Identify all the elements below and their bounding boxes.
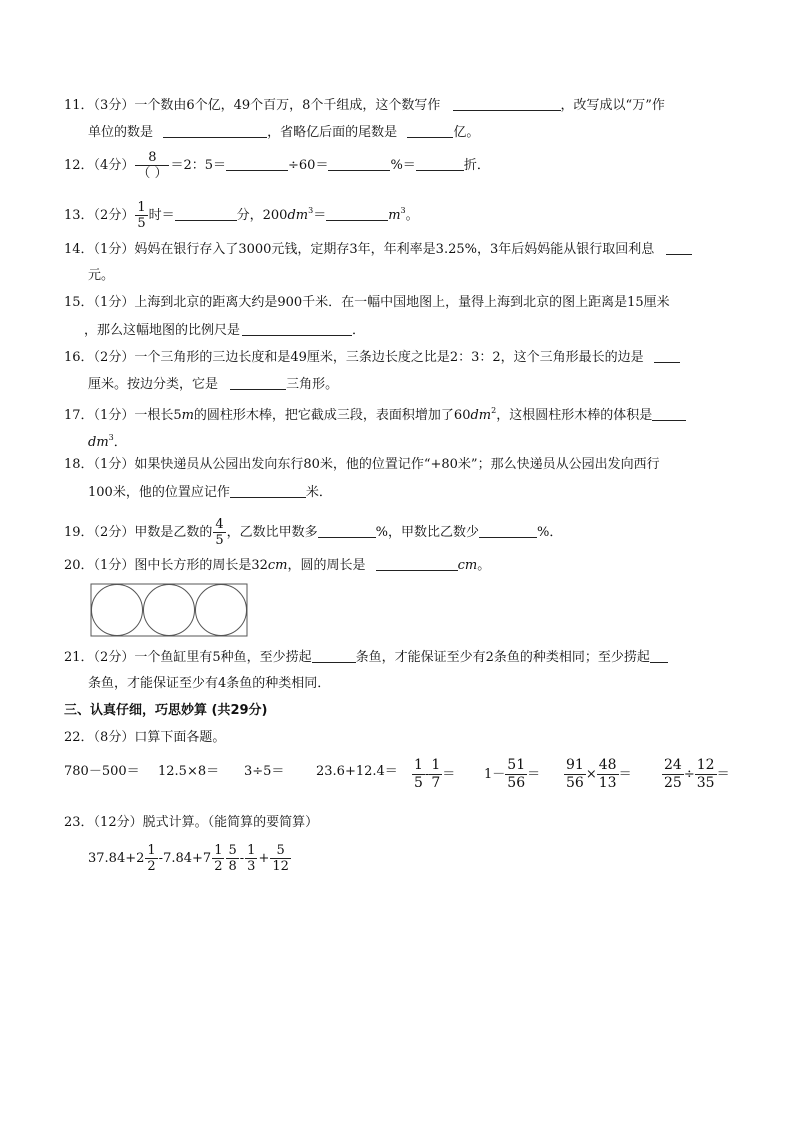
q13-line: 13．（2分） $\frac{1}{5}$ 时＝ 分，$200dm^3= m^3$。 <box>64 200 419 231</box>
q15-line2: ，那么这幅地图的比例尺是 ． <box>84 323 366 338</box>
circle-2 <box>144 585 195 636</box>
q22-title: 22．（8分）口算下面各题。 <box>64 730 226 745</box>
q18-line2: 100米，他的位置应记作 米． <box>88 485 332 500</box>
q15-blank[interactable] <box>242 321 352 336</box>
q12-line: 12．（4分） $\frac{8}{( )}$ ＝2：5＝ ÷60＝ %＝ 折． <box>64 150 490 181</box>
q12-blank-1[interactable] <box>226 156 288 171</box>
q12-fraction: $\frac{8}{( )}$ <box>137 150 168 181</box>
q14-blank[interactable] <box>666 240 692 255</box>
q18-blank[interactable] <box>230 483 306 498</box>
q21-blank-1[interactable] <box>312 648 356 663</box>
q16-blank-2[interactable] <box>230 375 286 390</box>
q22-item-4: 23.6+12.4＝ <box>316 764 398 779</box>
q22-item-2: 12.5×8＝ <box>158 764 220 779</box>
rectangle-three-circles-figure <box>90 583 248 637</box>
q22-item-3: 3÷5＝ <box>244 764 285 779</box>
q19-fraction: $\frac{4}{5}$ <box>215 517 224 548</box>
q13-blank-1[interactable] <box>175 206 237 221</box>
q13-fraction: $\frac{1}{5}$ <box>137 200 146 231</box>
q22-item-6: 1－ $\frac{51}{56}$ ＝ <box>484 757 541 791</box>
q11-line2: 单位的数是 ，省略亿后面的尾数是 亿。 <box>88 125 480 140</box>
q22-item-5: $\frac{1}{5}$ - $\frac{1}{7}$ ＝ <box>414 757 456 791</box>
q16-blank-1[interactable] <box>654 348 680 363</box>
q11-blank-3[interactable] <box>407 123 453 138</box>
q21-line1: 21．（2分）一个鱼缸里有5种鱼，至少捞起 条鱼，才能保证至少有2条鱼的种类相同；至少捞起 <box>64 648 668 667</box>
q21-line2: 条鱼，才能保证至少有4条鱼的种类相同． <box>88 676 331 691</box>
circle-3 <box>196 585 247 636</box>
q14-line1: 14．（1分）妈妈在银行存入了3000元钱，定期存3年，年利率是3.25%，3年后妈妈能从银行取回利息 <box>64 240 692 259</box>
q22-item-8: $\frac{24}{25}$ ÷ $\frac{12}{35}$ ＝ <box>664 757 730 791</box>
q11-blank-2[interactable] <box>163 123 267 138</box>
q23-title: 23．（12分）脱式计算。（能简算的要简算） <box>64 815 319 830</box>
q20-line: 20．（1分）图中长方形的周长是32cm，圆的周长是 cm。 <box>64 558 491 573</box>
q17-line1: 17．（1分）一根长5m的圆柱形木棒，把它截成三段，表面积增加了$60dm^2$，这根圆柱形木棒的体积是 <box>64 402 686 425</box>
q18-line1: 18．（1分）如果快递员从公园出发向东行80米，他的位置记作“+80米”；那么快递员从公园出发向西行 <box>64 457 660 472</box>
q17-line2: $dm^3$． <box>88 433 127 450</box>
q13-blank-2[interactable] <box>326 206 388 221</box>
circle-1 <box>92 585 143 636</box>
q19-blank-1[interactable] <box>318 523 376 538</box>
q21-blank-2[interactable] <box>650 648 668 663</box>
q20-blank[interactable] <box>376 556 458 571</box>
q15-line1: 15．（1分）上海到北京的距离大约是900千米．在一幅中国地图上，量得上海到北京的图上距离是15厘米 <box>64 295 670 310</box>
q22-item-1: 780－500＝ <box>64 764 140 779</box>
q14-line2: 元。 <box>88 268 115 283</box>
q11-blank-1[interactable] <box>453 96 561 111</box>
q12-blank-3[interactable] <box>416 156 464 171</box>
q17-blank[interactable] <box>652 406 686 421</box>
q16-line1: 16．（2分）一个三角形的三边长度和是49厘米，三条边长度之比是2：3：2，这个三角形最长的边是 <box>64 348 680 367</box>
q11-line1: 11．（3分）一个数由6个亿，49个百万，8个千组成，这个数写作 ，改写成以“万”作 <box>64 98 665 113</box>
q19-line: 19．（2分）甲数是乙数的 $\frac{4}{5}$ ，乙数比甲数多 %，甲数比乙数少 %． <box>64 517 563 548</box>
q23-expression: 37.84+2 $\frac{1}{2}$ -7.84+7 $\frac{1}{2}$ $\frac{5}{8}$ - $\frac{1}{3}$ + $\frac{5}{12}$ <box>88 843 289 874</box>
q16-line2: 厘米。按边分类，它是 三角形。 <box>88 377 339 392</box>
section-3-heading: 三、认真仔细，巧思妙算 (共29分) <box>64 703 268 718</box>
q22-item-7: $\frac{91}{56}$ × $\frac{48}{13}$ ＝ <box>566 757 632 791</box>
rectangle-outline <box>91 584 247 636</box>
q19-blank-2[interactable] <box>479 523 537 538</box>
q12-blank-2[interactable] <box>328 156 390 171</box>
